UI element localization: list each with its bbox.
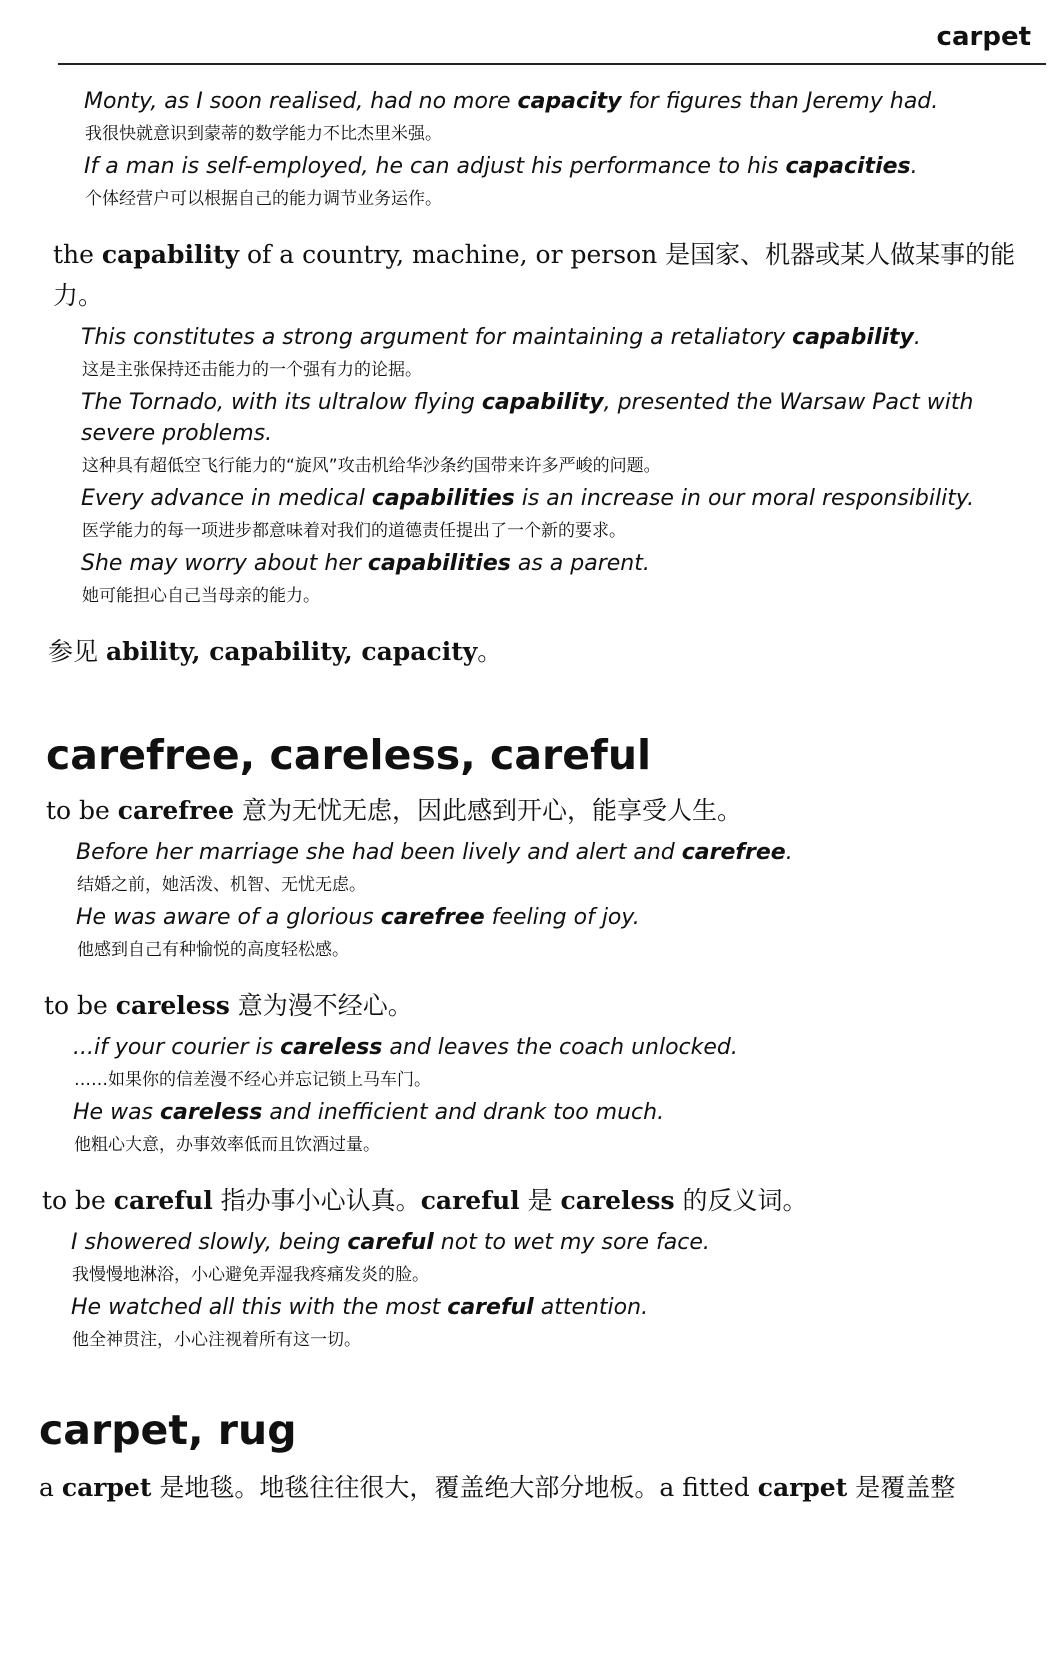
example-translation: 我慢慢地淋浴，小心避免弄湿我疼痛发炎的脸。 — [72, 1265, 429, 1285]
page-content — [0, 86, 1057, 1508]
entry-headword: carpet, rug — [39, 1406, 297, 1454]
header-rule — [58, 63, 1046, 65]
entry-headword: carefree, careless, careful — [46, 731, 652, 779]
example-translation: 个体经营户可以根据自己的能力调节业务运作。 — [85, 189, 442, 209]
example-translation: 医学能力的每一项进步都意味着对我们的道德责任提出了一个新的要求。 — [82, 521, 626, 541]
definition-carefree: to be carefree 意为无忧无虑，因此感到开心，能享受人生。 — [46, 796, 742, 825]
capability-examples — [81, 322, 1057, 613]
capacity-examples — [84, 86, 1057, 216]
example-sentence: I showered slowly, being careful not to wet my sore face. — [71, 1230, 710, 1255]
see-also: 参见 ability, capability, capacity。 — [48, 637, 503, 666]
example-sentence: Monty, as I soon realised, had no more capacity for figures than Jeremy had. — [84, 89, 939, 114]
carefree-examples — [76, 837, 1057, 967]
example-translation: 他感到自己有种愉悦的高度轻松感。 — [77, 940, 349, 960]
example-sentence: ...if your courier is careless and leaves the coach unlocked. — [73, 1035, 738, 1060]
example-sentence: He was aware of a glorious carefree feeling of joy. — [76, 905, 640, 930]
example-sentence: The Tornado, with its ultralow flying capability, presented the Warsaw Pact with severe problems. — [81, 390, 974, 446]
careful-examples — [71, 1227, 1057, 1357]
careless-examples — [73, 1032, 1057, 1162]
running-head: carpet — [936, 22, 1031, 52]
example-translation: 我很快就意识到蒙蒂的数学能力不比杰里米强。 — [85, 124, 442, 144]
definition-capability: the capability of a country, machine, or person 是国家、机器或某人做某事的能力。 — [53, 240, 1016, 310]
example-sentence: If a man is self-employed, he can adjust his performance to his capacities. — [84, 154, 918, 179]
definition-carpet: a carpet 是地毯。地毯往往很大，覆盖绝大部分地板。a fitted carpet 是覆盖整 — [39, 1473, 956, 1502]
definition-careful: to be careful 指办事小心认真。careful 是 careless 的反义词。 — [42, 1186, 808, 1215]
example-sentence: Every advance in medical capabilities is an increase in our moral responsibility. — [81, 486, 975, 511]
example-sentence: Before her marriage she had been lively and alert and carefree. — [76, 840, 793, 865]
example-sentence: He was careless and inefficient and drank too much. — [73, 1100, 665, 1125]
example-translation: 这是主张保持还击能力的一个强有力的论据。 — [82, 360, 422, 380]
example-translation: 他粗心大意，办事效率低而且饮酒过量。 — [74, 1135, 380, 1155]
example-translation: 她可能担心自己当母亲的能力。 — [82, 586, 320, 606]
example-translation: ……如果你的信差漫不经心并忘记锁上马车门。 — [74, 1070, 431, 1090]
example-translation: 他全神贯注，小心注视着所有这一切。 — [72, 1330, 361, 1350]
definition-careless: to be careless 意为漫不经心。 — [44, 991, 413, 1020]
example-translation: 结婚之前，她活泼、机智、无忧无虑。 — [77, 875, 366, 895]
example-sentence: She may worry about her capabilities as a parent. — [81, 551, 650, 576]
example-sentence: He watched all this with the most careful attention. — [71, 1295, 649, 1320]
example-sentence: This constitutes a strong argument for maintaining a retaliatory capability. — [81, 325, 921, 350]
example-translation: 这种具有超低空飞行能力的“旋风”攻击机给华沙条约国带来许多严峻的问题。 — [82, 456, 661, 476]
